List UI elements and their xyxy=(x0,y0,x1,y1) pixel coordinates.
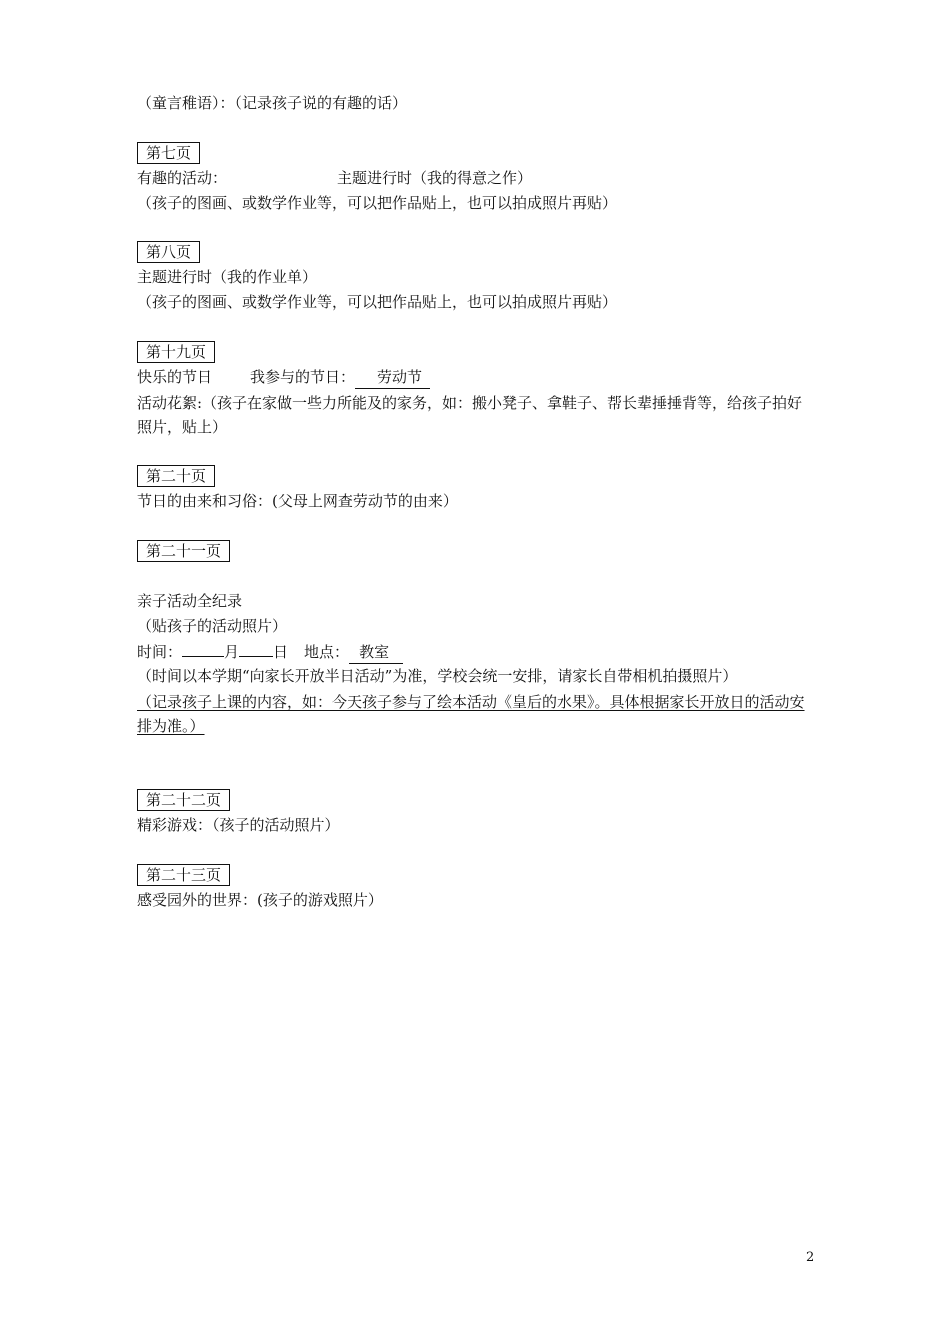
page-label-23: 第二十三页 xyxy=(137,864,230,886)
festival-label: 快乐的节日 xyxy=(137,368,213,386)
festival-value: 劳动节 xyxy=(355,366,430,389)
day-blank xyxy=(239,640,273,657)
text-line-fun-activity xyxy=(137,167,532,189)
place-value: 教室 xyxy=(349,641,403,664)
page-label-20: 第二十页 xyxy=(137,465,215,487)
month-label: 月 xyxy=(224,643,240,661)
text-line-festival-origin: 节日的由来和习俗：(父母上网查劳动节的由来） xyxy=(137,492,458,510)
day-label: 日 xyxy=(273,643,289,661)
fun-activity-label: 有趣的活动： xyxy=(137,169,228,187)
text-line-parent-child: 亲子活动全纪录 xyxy=(137,592,243,610)
month-blank xyxy=(182,640,224,657)
theme-label: 主题进行时（我的得意之作） xyxy=(337,169,533,187)
text-line-paste-photo: （贴孩子的活动照片） xyxy=(137,617,288,635)
text-line-note-8: （孩子的图画、或数学作业等，可以把作品贴上，也可以拍成照片再贴） xyxy=(137,293,618,311)
my-festival-label: 我参与的节日： xyxy=(250,368,356,386)
text-line-time-place xyxy=(137,640,403,662)
page-label-19: 第十九页 xyxy=(137,341,215,363)
place-label: 地点： xyxy=(304,643,350,661)
text-line-festival xyxy=(137,366,430,388)
page-label-21: 第二十一页 xyxy=(137,540,230,562)
time-label: 时间： xyxy=(137,643,183,661)
text-line-wonderful-games: 精彩游戏：（孩子的活动照片） xyxy=(137,816,340,834)
page-label-8: 第八页 xyxy=(137,241,200,263)
page-label-22: 第二十二页 xyxy=(137,789,230,811)
text-line-time-note: （时间以本学期“向家长开放半日活动”为准，学校会统一安排，请家长自带相机拍摄照片） xyxy=(137,667,738,685)
text-line-note-7: （孩子的图画、或数学作业等，可以把作品贴上，也可以拍成照片再贴） xyxy=(137,194,618,212)
text-line-outside-world: 感受园外的世界：(孩子的游戏照片） xyxy=(137,891,383,909)
text-line-childish-words: （童言稚语）：（记录孩子说的有趣的话） xyxy=(137,94,408,112)
page-number: 2 xyxy=(806,1250,815,1265)
text-line-theme-8: 主题进行时（我的作业单） xyxy=(137,268,318,286)
text-block-activity-highlights: 活动花絮:（孩子在家做一些力所能及的家务，如：搬小凳子、拿鞋子、帮长辈捶捶背等，给孩子拍好照片，贴上） xyxy=(137,394,803,436)
page-label-7: 第七页 xyxy=(137,142,200,164)
text-block-lesson-record: （记录孩子上课的内容，如：今天孩子参与了绘本活动《皇后的水果》。具体根据家长开放日的活动安排为准。） xyxy=(137,693,805,735)
